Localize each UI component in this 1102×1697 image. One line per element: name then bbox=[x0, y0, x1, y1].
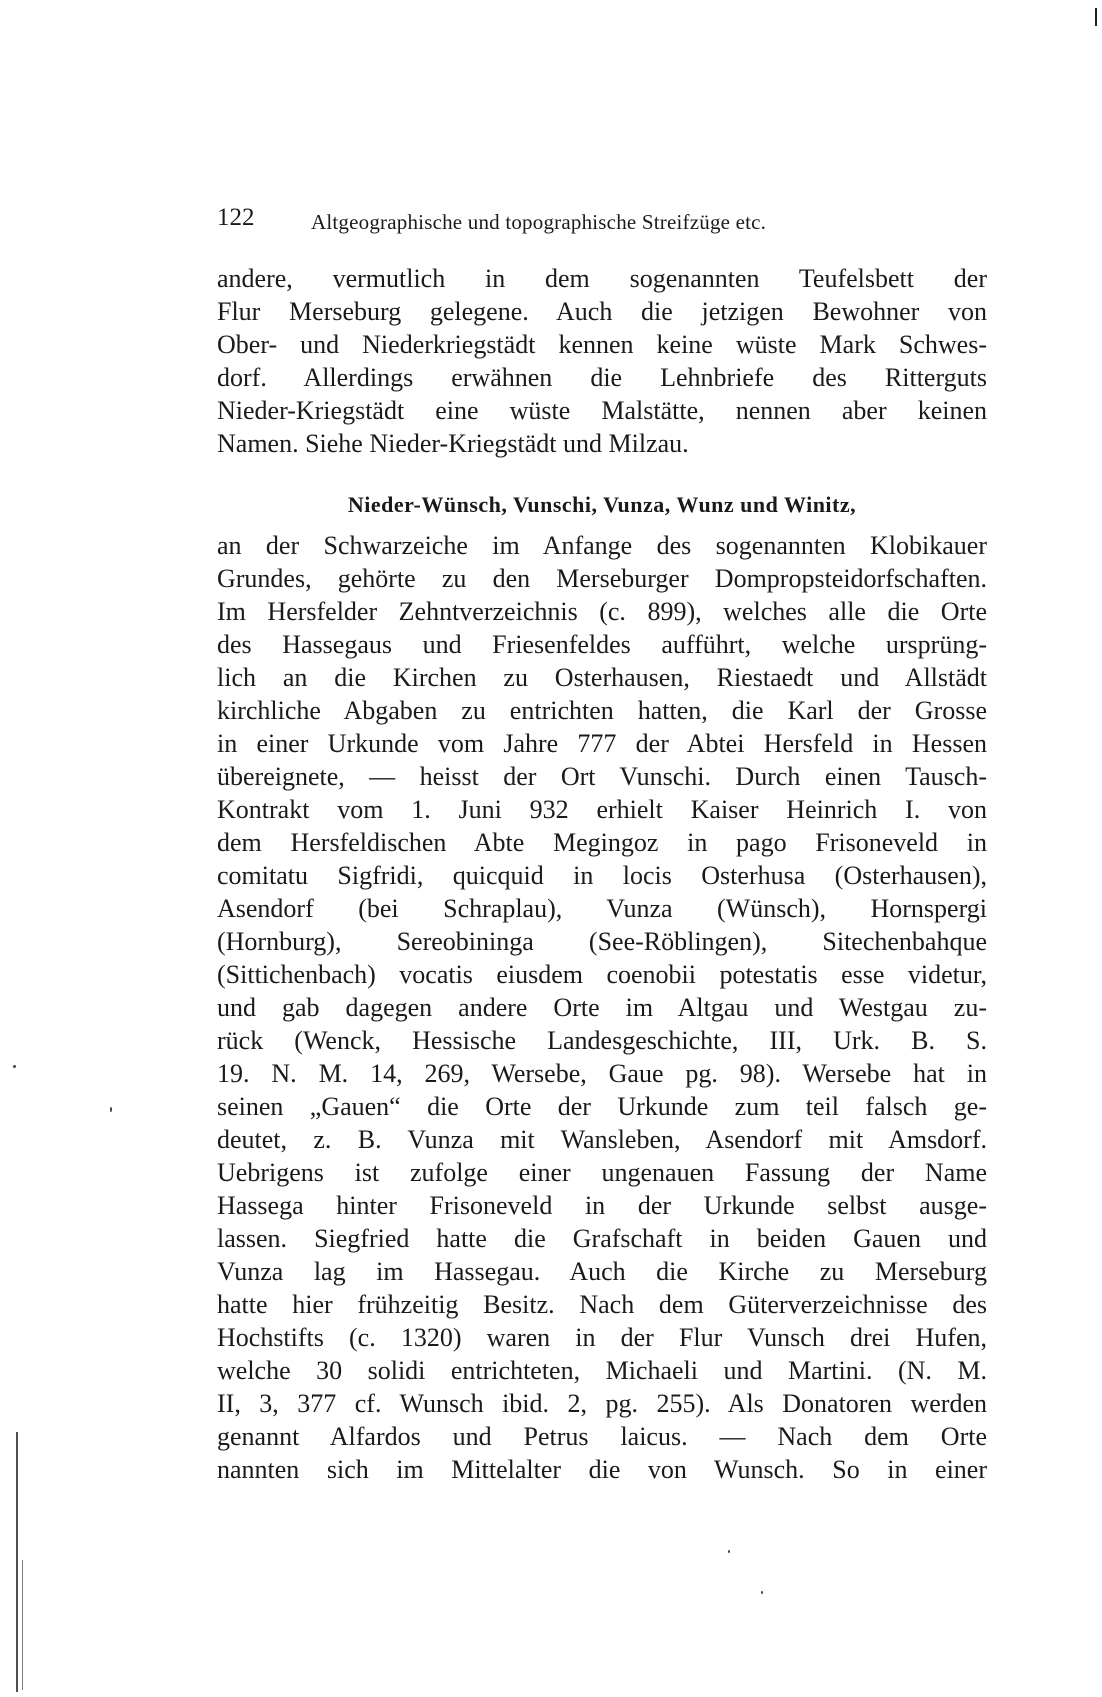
text-line: seinen „Gauen“ die Orte der Urkunde zum teil falsch ge- bbox=[217, 1092, 987, 1121]
scan-speck bbox=[728, 1550, 730, 1553]
text-line: dem Hersfeldischen Abte Megingoz in pago Frisoneveld in bbox=[217, 828, 987, 857]
section-heading: Nieder-Wünsch, Vunschi, Vunza, Wunz und Winitz, bbox=[347, 492, 857, 517]
scan-speck bbox=[761, 1591, 763, 1594]
scan-speck bbox=[110, 1107, 112, 1112]
text-line: des Hassegaus und Friesenfeldes aufführt, welche ursprüng- bbox=[217, 630, 987, 659]
text-line: übereignete, — heisst der Ort Vunschi. Durch einen Tausch- bbox=[217, 762, 987, 791]
text-line: Grundes, gehörte zu den Merseburger Dompropsteidorfschaften. bbox=[217, 564, 987, 593]
text-line: Uebrigens ist zufolge einer ungenauen Fassung der Name bbox=[217, 1158, 987, 1187]
text-line: Ober- und Niederkriegstädt kennen keine wüste Mark Schwes- bbox=[217, 330, 987, 359]
text-line: Nieder-Kriegstädt eine wüste Malstätte, nennen aber keinen bbox=[217, 396, 987, 425]
text-line: Namen. Siehe Nieder-Kriegstädt und Milzau. bbox=[217, 429, 689, 458]
text-line: II, 3, 377 cf. Wunsch ibid. 2, pg. 255). Als Donatoren werden bbox=[217, 1389, 987, 1418]
text-line: und gab dagegen andere Orte im Altgau und Westgau zu- bbox=[217, 993, 987, 1022]
text-line: deutet, z. B. Vunza mit Wansleben, Asendorf mit Amsdorf. bbox=[217, 1125, 987, 1154]
text-line: an der Schwarzeiche im Anfange des sogenannten Klobikauer bbox=[217, 531, 987, 560]
text-line: 19. N. M. 14, 269, Wersebe, Gaue pg. 98). Wersebe hat in bbox=[217, 1059, 987, 1088]
text-line: kirchliche Abgaben zu entrichten hatten, die Karl der Grosse bbox=[217, 696, 987, 725]
text-line: Hochstifts (c. 1320) waren in der Flur Vunsch drei Hufen, bbox=[217, 1323, 987, 1352]
text-line: Vunza lag im Hassegau. Auch die Kirche zu Merseburg bbox=[217, 1257, 987, 1286]
running-head bbox=[217, 204, 987, 238]
text-line: in einer Urkunde vom Jahre 777 der Abtei Hersfeld in Hessen bbox=[217, 729, 987, 758]
text-line: rück (Wenck, Hessische Landesgeschichte, III, Urk. B. S. bbox=[217, 1026, 987, 1055]
scan-edge-mark bbox=[16, 1432, 18, 1692]
text-line: Im Hersfelder Zehntverzeichnis (c. 899), welches alle die Orte bbox=[217, 597, 987, 626]
text-line: welche 30 solidi entrichteten, Michaeli und Martini. (N. M. bbox=[217, 1356, 987, 1385]
text-line: dorf. Allerdings erwähnen die Lehnbriefe des Ritterguts bbox=[217, 363, 987, 392]
page-number: 122 bbox=[217, 204, 255, 231]
text-line: Kontrakt vom 1. Juni 932 erhielt Kaiser Heinrich I. von bbox=[217, 795, 987, 824]
text-line: Flur Merseburg gelegene. Auch die jetzigen Bewohner von bbox=[217, 297, 987, 326]
text-line: Hassega hinter Frisoneveld in der Urkunde selbst ausge- bbox=[217, 1191, 987, 1220]
text-line: hatte hier frühzeitig Besitz. Nach dem Güterverzeichnisse des bbox=[217, 1290, 987, 1319]
text-line: (Sittichenbach) vocatis eiusdem coenobii potestatis esse videtur, bbox=[217, 960, 987, 989]
text-line: Asendorf (bei Schraplau), Vunza (Wünsch), Hornspergi bbox=[217, 894, 987, 923]
text-line: comitatu Sigfridi, quicquid in locis Osterhusa (Osterhausen), bbox=[217, 861, 987, 890]
text-line: andere, vermutlich in dem sogenannten Teufelsbett der bbox=[217, 264, 987, 293]
paragraph-1 bbox=[217, 262, 987, 460]
scan-edge-mark bbox=[1095, 8, 1097, 26]
text-line: nannten sich im Mittelalter die von Wunsch. So in einer bbox=[217, 1455, 987, 1484]
text-line: lassen. Siegfried hatte die Grafschaft in beiden Gauen und bbox=[217, 1224, 987, 1253]
text-line: genannt Alfardos und Petrus laicus. — Nach dem Orte bbox=[217, 1422, 987, 1451]
paragraph-2 bbox=[217, 529, 987, 1486]
scan-speck bbox=[13, 1065, 16, 1068]
text-line: lich an die Kirchen zu Osterhausen, Riestaedt und Allstädt bbox=[217, 663, 987, 692]
text-line: (Hornburg), Sereobininga (See-Röblingen), Sitechenbahque bbox=[217, 927, 987, 956]
scan-edge-mark bbox=[22, 1560, 23, 1690]
running-title: Altgeographische und topographische Streifzüge etc. bbox=[311, 210, 767, 234]
